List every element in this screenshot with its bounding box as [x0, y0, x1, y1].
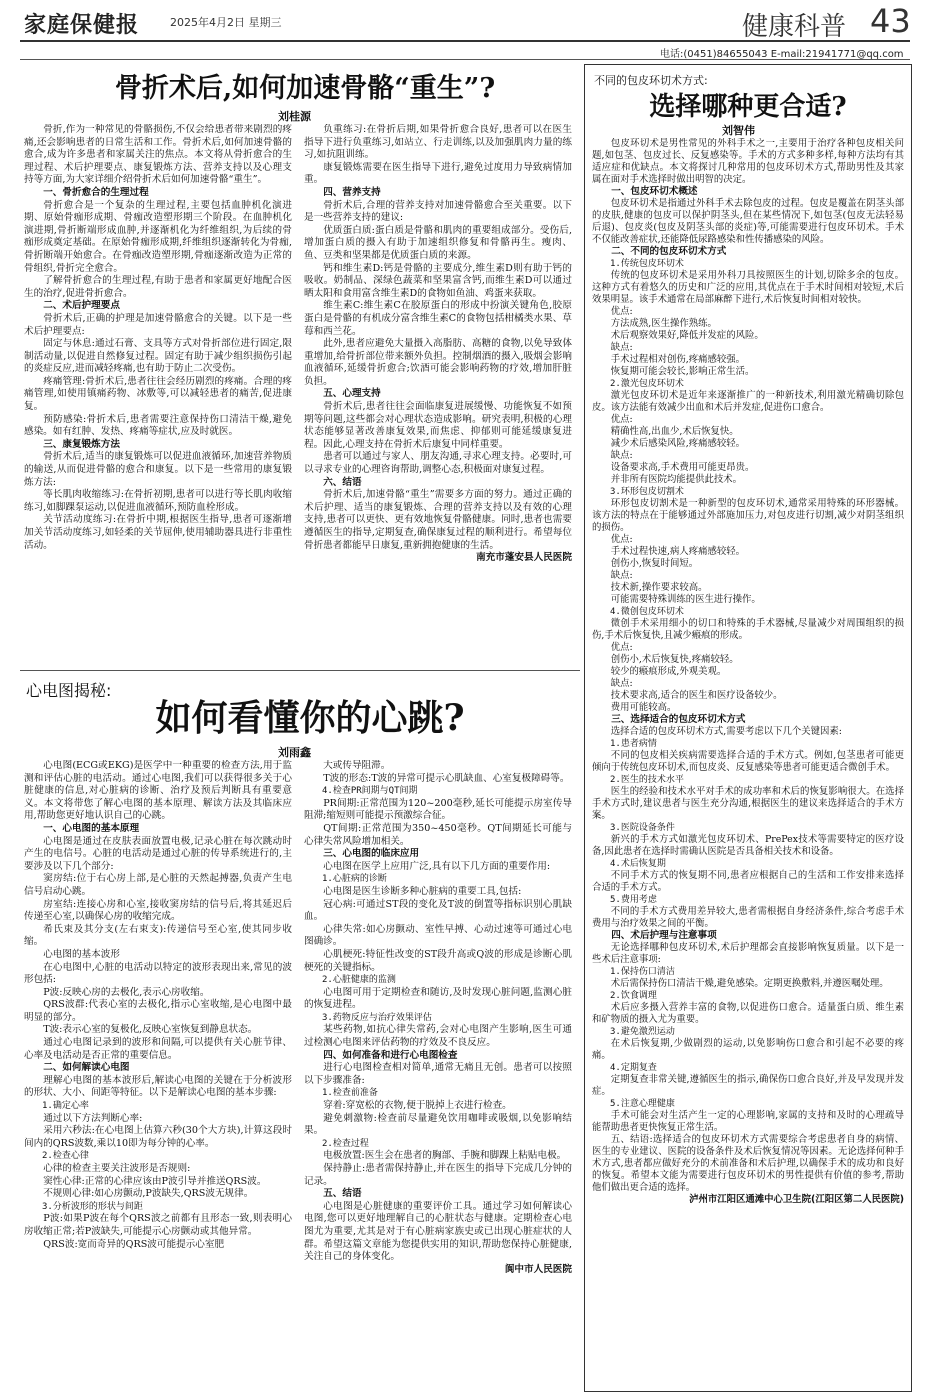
paragraph: 技术要求高,适合的医生和医疗设备较少。: [610, 690, 783, 701]
paragraph: 穿着:穿宽松的衣物,便于脱掉上衣进行检查。: [323, 1100, 512, 1112]
paragraph: 精确性高,出血少,术后恢复快。: [610, 426, 739, 437]
paragraph: 心电图是心脏健康的重要评价工具。通过学习如何解读心电图,您可以更好地理解自己的心脏状态与健康。定期检查心电图尤为重要,尤其是对于有心脏病家族史或已出现心脏症状的人群。希望这篇文章能为您提供实用的知识,帮助您保持心脏健康,关注自己的身体变化。: [304, 1200, 572, 1263]
section-heading: 一、包皮环切术概述: [611, 186, 698, 197]
paragraph: 在术后恢复期,少做剧烈的运动,以免影响伤口愈合和引起不必要的疼痛。: [592, 1038, 904, 1061]
article2-col1: [24, 760, 292, 1385]
paragraph: 手术过程快速,病人疼痛感较轻。: [610, 546, 746, 557]
paragraph: 疼痛管理:骨折术后,患者往往会经历剧烈的疼痛。合理的疼痛管理,如使用镇痛药物、冰敷等,可以减轻患者的痛苦,促进康复。: [24, 375, 292, 413]
section-heading: 一、心电图的基本原理: [43, 822, 140, 834]
paragraph: 关节活动度练习:在骨折中期,根据医生指导,患者可逐渐增加关节活动度练习,如轻柔的关节屈伸,使用辅助器具进行非重性活动。: [24, 514, 292, 551]
sub-heading: 5.注意心理健康: [610, 1099, 675, 1109]
paragraph: 缺点:: [610, 570, 633, 581]
paragraph: T波:表示心室的复极化,反映心室恢复到静息状态。: [43, 1024, 258, 1036]
section-heading: 二、不同的包皮环切术方式: [611, 246, 727, 257]
paragraph: 优质蛋白质:蛋白质是骨骼和肌肉的重要组成部分。受伤后,增加蛋白质的摄入有助于加速组织修复和骨骼再生。瘦肉、鱼、豆类和坚果都是优质蛋白质的来源。: [304, 224, 572, 261]
header-rule: [20, 40, 910, 42]
page-header: [0, 0, 930, 46]
paragraph: 心律的检查主要关注波形是否规则:: [43, 1163, 191, 1174]
paragraph: 设备要求高,手术费用可能更昂贵。: [610, 462, 755, 473]
masthead: 家庭保健报: [24, 13, 140, 38]
paragraph: 减少术后感染风险,疼痛感较轻。: [610, 438, 746, 449]
paragraph: 维生素C:维生素C在胶原蛋白的形成中扮演关键角色,胶原蛋白是骨骼的有机成分富含维生素C的食物包括柑橘类水果、草莓和西兰花。: [304, 300, 572, 337]
paragraph: 创伤小,恢复时间短。: [610, 558, 699, 569]
paragraph: 康复锻炼需要在医生指导下进行,避免过度用力导致病情加重。: [304, 161, 572, 186]
paragraph: 通过以下方法判断心率:: [43, 1112, 143, 1124]
article2-col2: [304, 760, 572, 1385]
paragraph: 负重练习:在骨折后期,如果骨折愈合良好,患者可以在医生指导下进行负重练习,如站立、行走训练,以及加强肌肉力量的练习,如抗阻训练。: [304, 124, 572, 161]
paragraph: 优点:: [610, 534, 633, 545]
paragraph: 保持静止:患者需保持静止,并在医生的指导下完成几分钟的记录。: [304, 1163, 572, 1187]
source-credit: 阆中市人民医院: [504, 1263, 572, 1275]
sub-heading: 3.医院设备条件: [610, 823, 675, 833]
paragraph: 患者可以通过与家人、朋友沟通,寻求心理支持。必要时,可以寻求专业的心理咨询帮助,调整心态,积极面对康复过程。: [304, 451, 572, 476]
sub-heading: 1.确定心率: [42, 1101, 89, 1112]
paragraph: 骨折术后,正确的护理是加速骨骼愈合的关键。以下是一些术后护理要点:: [24, 312, 292, 337]
paragraph: 理解心电图的基本波形后,解读心电图的关键在于分析波形的形状、大小、间距等特征。以下是解读心电图的基本步骤:: [24, 1074, 292, 1099]
paragraph: P波:反映心房的去极化,表示心房收缩。: [43, 986, 210, 998]
source-credit: 泸州市江阳区通滩中心卫生院(江阳区第二人民医院): [689, 1194, 904, 1205]
paragraph: 环形包皮切割术是一种新型的包皮环切术,通常采用特殊的环形器械。该方法的特点在于能够通过外部施加压力,对包皮进行切割,减少对阴茎组织的损伤。: [592, 498, 904, 533]
paragraph: 避免刺激物:检查前尽量避免饮用咖啡或吸烟,以免影响结果。: [304, 1112, 572, 1137]
paragraph: 在心电图中,心脏的电活动以特定的波形表现出来,常见的波形包括:: [24, 961, 292, 986]
paragraph: PR间期:正常范围为120~200毫秒,延长可能提示房室传导阻滞;缩短则可能提示预激综合征。: [304, 797, 572, 822]
paragraph: QRS波:宽而奇异的QRS波可能提示心室肥: [43, 1238, 225, 1250]
sub-heading: 2.激光包皮环切术: [610, 379, 684, 389]
paragraph: 骨折术后,患者往往会面临康复进展缓慢、功能恢复不如预期等问题,这些都会对心理状态造成影响。研究表明,积极的心理状态能够显著改善康复效果,而焦虑、抑郁则可能延缓康复进程。因此,心理支持在骨折术后康复中同样重要。: [304, 401, 572, 450]
sub-heading: 1.保持伤口清洁: [610, 967, 675, 977]
paragraph: 术后观察效果好,降低并发症的风险。: [610, 330, 764, 341]
section-heading: 四、如何准备和进行心电图检查: [323, 1049, 458, 1061]
paragraph: 手术可能会对生活产生一定的心理影响,家属的支持和及时的心理疏导能帮助患者更快恢复正常生活。: [592, 1110, 904, 1133]
article3-kicker: 不同的包皮环切术方式:: [594, 74, 708, 87]
paragraph: 费用可能较高。: [610, 702, 677, 713]
paragraph: 不同的手术方式费用差异较大,患者需根据自身经济条件,综合考虑手术费用与治疗效果之间的平衡。: [592, 906, 904, 929]
paragraph: 等长肌肉收缩练习:在骨折初期,患者可以进行等长肌肉收缩练习,如脚踝泵运动,以促进血液循环,预防血栓形成。: [24, 489, 292, 513]
paragraph: 医生的经验和技术水平对手术的成功率和术后的恢复影响很大。在选择手术方式时,建议患者与医生充分沟通,根据医生的建议来选择适合的手术方案。: [592, 786, 904, 821]
paragraph: 无论选择哪种包皮环切术,术后护理都会直接影响恢复质量。以下是一些术后注意事项:: [592, 942, 904, 965]
paragraph: 冠心病:可通过ST段的变化及T波的倒置等指标识别心肌缺血。: [304, 898, 572, 923]
sub-heading: 1.检查前准备: [322, 1088, 378, 1099]
paragraph: 钙和维生素D:钙是骨骼的主要成分,维生素D则有助于钙的吸收。奶制品、深绿色蔬菜和坚果富含钙,而维生素D可以通过晒太阳和食用富含维生素D的食物如鱼油、鸡蛋来获取。: [304, 262, 572, 299]
paragraph: 方法成熟,医生操作熟练。: [610, 318, 717, 329]
paragraph: QRS波群:代表心室的去极化,指示心室收缩,是心电图中最明显的部分。: [24, 999, 292, 1023]
paragraph: 手术过程相对创伤,疼痛感较强。: [610, 354, 746, 365]
paragraph: 术后需保持伤口清洁干燥,避免感染。定期更换敷料,并遵医嘱处理。: [610, 978, 889, 989]
paragraph: T波的形态:T波的异常可提示心肌缺血、心室复极障碍等。: [323, 772, 570, 784]
paragraph: 技术新,操作要求较高。: [610, 582, 708, 593]
paragraph: 心电图是通过在皮肤表面放置电极,记录心脏在每次跳动时产生的电信号。心脏的电活动是通过心脏的传导系统进行的,主要涉及以下几个部分:: [24, 835, 292, 872]
contact-info: 电话:(0451)84655043 E-mail:21941771@qq.com: [660, 49, 904, 60]
paragraph: 预防感染:骨折术后,患者需要注意保持伤口清洁干燥,避免感染。如有红肿、发热、疼痛等症状,应及时就医。: [24, 413, 292, 438]
sub-heading: 3.分析波形的形状与间距: [42, 1201, 143, 1212]
paragraph: 希氏束及其分支(左右束支):传递信号至心室,使其同步收缩。: [24, 923, 292, 948]
sub-heading: 2.检查心律: [42, 1151, 89, 1162]
paragraph: 缺点:: [610, 678, 633, 689]
article2-kicker: 心电图揭秘:: [26, 681, 112, 700]
paragraph: 心电图(ECG或EKG)是医学中一种重要的检查方法,用于监测和评估心脏的电活动。通过心电图,我们可以获得很多关于心脏健康的信息,对心脏病的诊断、治疗及预后判断具有重要意义。本文将带您了解心电图的基本原理、解读方法及其临床应用,帮助您更好地认识自己的心跳。: [24, 760, 292, 822]
paragraph: P波:如果P波在每个QRS波之前都有且形态一致,则表明心房收缩正常;若P波缺失,可能提示心房颤动或其他异常。: [24, 1213, 292, 1237]
sub-heading: 4.微创包皮环切术: [610, 607, 684, 617]
paragraph: 优点:: [610, 414, 633, 425]
paragraph: 五、结语:选择适合的包皮环切术方式需要综合考虑患者自身的病情、医生的专业建议、医院的设备条件及术后恢复情况等因素。无论选择何种手术方式,患者都应做好充分的术前准备和术后护理,以确保手术的成功和良好的恢复。希望本文能为需要进行包皮环切术的男性提供有价值的参考,帮助他们做出更合适的选择。: [592, 1134, 904, 1193]
paragraph: 心律失常:如心房颤动、室性早搏、心动过速等可通过心电图确诊。: [304, 923, 572, 948]
sub-heading: 2.医生的技术水平: [610, 775, 684, 785]
source-credit: 南充市蓬安县人民医院: [476, 552, 572, 564]
paragraph: 不同的包皮相关疾病需要选择合适的手术方式。例如,包茎患者可能更倾向于传统包皮环切术,而包皮炎、反复感染等患者可能更适合微创手术。: [592, 750, 904, 773]
sub-heading: 1.传统包皮环切术: [610, 259, 684, 269]
paragraph: 激光包皮环切术是近年来逐渐推广的一种新技术,利用激光精确切除包皮。该方法能有效减少出血和术后并发症,促进伤口愈合。: [592, 390, 904, 413]
paragraph: 骨折术后,合理的营养支持对加速骨骼愈合至关重要。以下是一些营养支持的建议:: [304, 199, 572, 224]
paragraph: 包皮环切术是男性常见的外科手术之一,主要用于治疗各种包皮相关问题,如包茎、包皮过长、反复感染等。手术的方式多种多样,每种方法均有其适应症和优缺点。本文将探讨几种常用的包皮环切术方式,帮助男性及其家属在面对手术选择时做出明智的决定。: [592, 138, 904, 185]
article1-col1: [24, 124, 292, 664]
section-heading: 五、心理支持: [323, 388, 381, 400]
article2-title: 如何看懂你的心跳?: [155, 697, 465, 739]
paragraph: 心肌梗死:特征性改变的ST段升高或Q波的形成是诊断心肌梗死的关键指标。: [304, 948, 572, 973]
article3-body: [592, 138, 904, 1384]
article1-author: 刘桂源: [278, 110, 311, 123]
sub-heading: 5.费用考虑: [610, 895, 657, 905]
section-heading: 五、结语: [323, 1188, 362, 1200]
article3-title: 选择哪种更合适?: [649, 92, 847, 122]
paragraph: 包皮环切术是指通过外科手术去除包皮的过程。包皮是覆盖在阴茎头部的皮肤,健康的包皮可以保护阴茎头,但在某些情况下,如包茎(包皮无法轻易后退)、包皮炎(包皮及阴茎头部的炎症)等,可能需要进行包皮环切术。手术不仅能改善症状,还能降低尿路感染和性传播感染的风险。: [592, 198, 904, 245]
paragraph: 选择合适的包皮环切术方式,需要考虑以下几个关键因素:: [610, 726, 842, 737]
paragraph: 进行心电图检查相对简单,通常无痛且无创。患者可以按照以下步骤准备:: [304, 1062, 572, 1086]
paragraph: 恢复期可能会较长,影响正常生活。: [610, 366, 755, 377]
paragraph: 不同手术方式的恢复期不同,患者应根据自己的生活和工作安排来选择合适的手术方式。: [592, 870, 904, 893]
sub-heading: 3.环形包皮切割术: [610, 487, 684, 497]
paragraph: 心电图在医学上应用广泛,具有以下几方面的重要作用:: [323, 860, 551, 872]
sub-heading: 3.避免激烈运动: [610, 1027, 675, 1037]
paragraph: 微创手术采用细小的切口和特殊的手术器械,尽量减少对周围组织的损伤,手术后恢复快,且减少瘢痕的形成。: [592, 618, 904, 641]
article1-col2: [304, 124, 572, 664]
paragraph: 某些药物,如抗心律失常药,会对心电图产生影响,医生可通过检测心电图来评估药物的疗效及不良反应。: [304, 1024, 572, 1049]
section-name: 健康科普: [742, 12, 847, 42]
paragraph: 创伤小,术后恢复快,疼痛较轻。: [610, 654, 739, 665]
sub-heading: 4.检查PR间期与QT间期: [322, 786, 418, 797]
paragraph: 不规则心律:如心房颤动,P波缺失,QRS波无规律。: [43, 1188, 254, 1200]
section-heading: 二、术后护理要点: [43, 300, 120, 312]
paragraph: 优点:: [610, 306, 633, 317]
paragraph: 固定与休息:通过石膏、支具等方式对骨折部位进行固定,限制活动量,以促进自然修复过程。固定有助于减少组织损伤引起的炎症反应,进而减轻疼痛,也有助于防止二次受伤。: [24, 338, 292, 375]
section-heading: 二、如何解读心电图: [43, 1062, 130, 1074]
page-number: 43: [870, 2, 911, 40]
paragraph: 采用六秒法:在心电图上估算六秒(30个大方块),计算这段时间内的QRS波数,乘以10即为每分钟的心率。: [24, 1125, 292, 1149]
issue-date: 2025年4月2日 星期三: [170, 16, 282, 29]
paragraph: 骨折术后,适当的康复锻炼可以促进血液循环,加速营养物质的输送,从而促进骨骼的愈合和康复。以下是一些常用的康复锻炼方法:: [24, 451, 292, 488]
paragraph: 心电图可用于定期检查和随访,及时发现心脏问题,监测心脏的恢复进程。: [304, 986, 572, 1011]
paragraph: 传统的包皮环切术是采用外科刀具按照医生的计划,切除多余的包皮。这种方式有着悠久的历史和广泛的应用,其优点在于手术时间相对较短,术后效果明显。该手术通常在局部麻醉下进行,术后恢复时间相对较快。: [592, 270, 904, 305]
sub-heading: 2.饮食调理: [610, 991, 657, 1001]
section-heading: 四、营养支持: [323, 186, 381, 198]
article-divider: [20, 670, 580, 671]
section-heading: 一、骨折愈合的生理过程: [43, 186, 149, 198]
paragraph: 定期复查非常关键,遵循医生的指示,确保伤口愈合良好,并及早发现并发症。: [592, 1074, 904, 1097]
paragraph: 窦房结:位于右心房上部,是心脏的天然起搏器,负责产生电信号启动心跳。: [24, 873, 292, 897]
sub-heading: 2.检查过程: [322, 1138, 369, 1149]
section-heading: 三、心电图的临床应用: [323, 848, 420, 860]
paragraph: 骨折,作为一种常见的骨骼损伤,不仅会给患者带来剧烈的疼痛,还会影响患者的日常生活和工作。骨折术后,如何加速骨骼的愈合,成为许多患者和家属关注的焦点。本文将从骨折愈合的生理过程、术后护理要点、康复锻炼方法、营养支持以及心理支持等方面,为大家详细介绍骨折术后如何加速骨骼“重生”。: [24, 124, 292, 186]
paragraph: 术后应多摄入营养丰富的食物,以促进伤口愈合。适量蛋白质、维生素和矿物质的摄入尤为重要。: [592, 1002, 904, 1025]
article2-author: 刘雨鑫: [278, 746, 311, 759]
paragraph: 心电图的基本波形: [43, 948, 120, 960]
sub-heading: 4.定期复查: [610, 1063, 657, 1073]
sub-heading: 3.药物反应与治疗效果评估: [322, 1012, 432, 1023]
paragraph: 缺点:: [610, 342, 633, 353]
section-heading: 四、术后护理与注意事项: [611, 930, 717, 941]
paragraph: 骨折术后,加速骨骼“重生”需要多方面的努力。通过正确的术后护理、适当的康复锻炼、合理的营养支持以及有效的心理支持,患者可以更快、更有效地恢复骨骼健康。同时,患者也需要遵循医生的指导,定期复查,确保康复过程的顺利进行。希望每位骨折患者都能早日康复,重新拥抱健康的生活。: [304, 489, 572, 551]
section-heading: 六、结语: [323, 476, 362, 488]
section-heading: 三、选择适合的包皮环切术方式: [611, 714, 746, 725]
paragraph: 心电图是医生诊断多种心脏病的重要工具,包括:: [323, 885, 522, 897]
paragraph: 较少的瘢痕形成,外观美观。: [610, 666, 727, 677]
paragraph: 并非所有医院均能提供此技术。: [610, 474, 743, 485]
paragraph: 房室结:连接心房和心室,接收窦房结的信号后,将其延迟后传递至心室,以确保心房的收缩完成。: [24, 898, 292, 923]
sub-heading: 2.心脏健康的监测: [322, 975, 396, 986]
sub-heading: 4.术后恢复期: [610, 859, 666, 869]
contact-rule: [20, 59, 910, 60]
paragraph: 了解骨折愈合的生理过程,有助于患者和家属更好地配合医生的治疗,促进骨折愈合。: [24, 275, 292, 299]
paragraph: 窦性心律:正常的心律应该由P波引导并推送QRS波。: [43, 1175, 267, 1187]
paragraph: 此外,患者应避免大量摄入高脂肪、高糖的食物,以免导致体重增加,给骨折部位带来额外负担。控制烟酒的摄入,吸烟会影响血液循环,延缓骨折愈合;饮酒可能会影响药物的疗效,增加肝脏负担。: [304, 338, 572, 387]
paragraph: 缺点:: [610, 450, 633, 461]
paragraph: 大或传导阻滞。: [323, 760, 391, 771]
paragraph: 可能需要特殊训练的医生进行操作。: [610, 594, 761, 605]
paragraph: 通过心电图记录到的波形和间隔,可以提供有关心脏节律、心率及电活动是否正常的重要信息。: [24, 1037, 292, 1061]
sub-heading: 1.患者病情: [610, 739, 657, 749]
article3-author: 刘智伟: [722, 124, 755, 137]
section-heading: 三、康复锻炼方法: [43, 438, 120, 450]
paragraph: 新兴的手术方式如激光包皮环切术、PrePex技术等需要特定的医疗设备,因此患者在选择时需确认医院是否具备相关技术和设备。: [592, 834, 904, 857]
sub-heading: 1.心脏病的诊断: [322, 874, 387, 885]
paragraph: 优点:: [610, 642, 633, 653]
paragraph: 电极放置:医生会在患者的胸部、手腕和脚踝上粘贴电极。: [323, 1150, 567, 1162]
paragraph: 骨折愈合是一个复杂的生理过程,主要包括血肿机化演进期、原始骨痂形成期、骨痂改造塑形期三个阶段。在血肿机化演进期,骨折断端形成血肿,并逐渐机化为纤维组织,为后续的骨痂形成奠定基础。在原始骨痂形成期,纤维组织逐渐转化为骨痂,骨折断端开始愈合。在骨痂改造塑形期,骨痂逐渐改造为正常的骨组织,骨折完全愈合。: [24, 199, 292, 274]
article1-title: 骨折术后,如何加速骨骼“重生”?: [114, 73, 496, 104]
paragraph: QT间期:正常范围为350~450毫秒。QT间期延长可能与心律失常风险增加相关。: [304, 822, 572, 847]
